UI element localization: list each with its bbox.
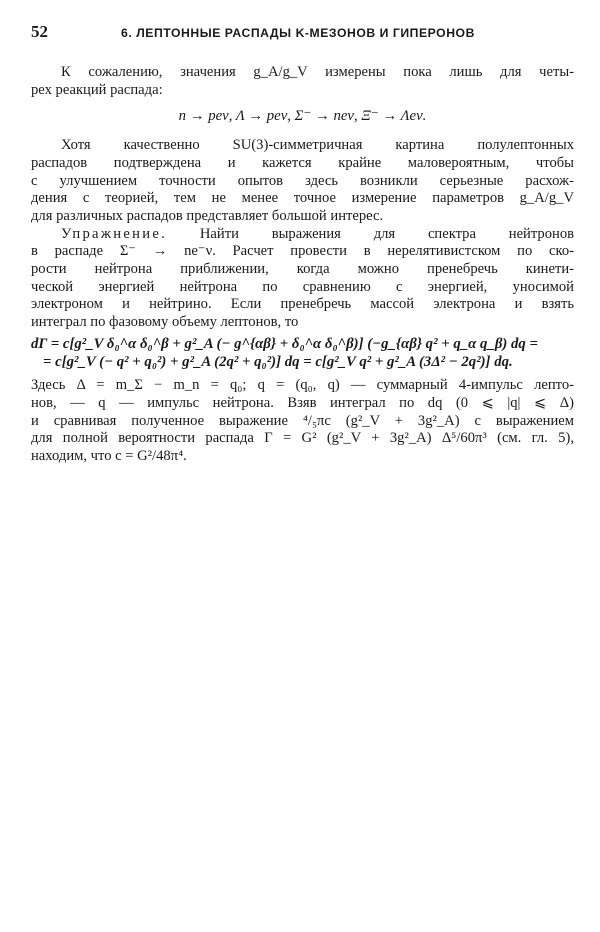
- text-line: и сравнивая полученное выражение ⁴/₅πc (g²_V + 3g²_A) с выражением: [31, 412, 574, 429]
- text-line: для различных распадов представляет большой интерес.: [31, 207, 384, 224]
- text-line: интеграл по фазовому объему лептонов, то: [31, 314, 299, 331]
- running-title: 6. ЛЕПТОННЫЕ РАСПАДЫ K-МЕЗОНОВ И ГИПЕРОНОВ: [121, 26, 475, 40]
- text-line: К сожалению, значения g_A/g_V измерены пока лишь для четы-: [61, 64, 574, 80]
- text-line: находим, что c = G²/48π⁴.: [31, 448, 187, 465]
- page-header: [31, 22, 569, 46]
- text-line: рости нейтрона приближении, когда можно пренебречь кинети-: [31, 261, 574, 278]
- text-line: в распаде Σ⁻ → ne⁻ν. Расчет провести в нерелятивистском по ско-: [31, 243, 574, 260]
- exercise-first-line: [31, 226, 574, 244]
- text-line: Здесь Δ = m_Σ − m_n = q₀; q = (q₀, q) — суммарный 4-импульс лепто-: [31, 377, 574, 394]
- page-body: [31, 64, 574, 466]
- exercise-label: Упражнение.: [61, 225, 168, 242]
- text-line: для полной вероятности распада Γ = G² (g²_V + 3g²_A) Δ⁵/60π³ (см. гл. 5),: [31, 430, 574, 447]
- equation-line-1: dΓ = c[g²_V δ₀^α δ₀^β + g²_A (− g^{αβ} + δ₀^α δ₀^β)] (−g_{αβ} q² + q_α q_β) dq =: [31, 335, 538, 352]
- text-line: рех реакций распада:: [31, 81, 163, 98]
- decay-reactions-formula: n → peν, Λ → peν, Σ⁻ → neν, Ξ⁻ → Λeν.: [178, 108, 427, 125]
- paragraph-su3: [31, 137, 574, 226]
- text-line: с улучшением точности опытов здесь возникли серьезные расхож-: [31, 172, 574, 189]
- text-line: Хотя качественно SU(3)-симметричная картина полулептонных: [61, 137, 574, 154]
- equation-line-2: = c[g²_V (− q² + q₀²) + g²_A (2q² + q₀²)] dq = c[g²_V q² + g²_A (3Δ² − 2q²)] dq.: [43, 353, 513, 370]
- text-line: ческой энергией нейтрона по сравнению с энергией, уносимой: [31, 278, 574, 295]
- exercise-block: [31, 226, 574, 332]
- text-line: нов, — q — импульс нейтрона. Взяв интеграл по dq (0 ⩽ |q| ⩽ Δ): [31, 394, 574, 411]
- text-line: распадов подтверждена и кажется крайне маловероятным, чтобы: [31, 154, 574, 171]
- text-line: электроном и нейтрино. Если пренебречь массой электрона и взять: [31, 296, 574, 313]
- text-line: Найти выражения для спектра нейтронов: [199, 225, 575, 242]
- paragraph-intro: [31, 64, 574, 99]
- text-line: дения с теорией, тем не менее точное измерение параметров g_A/g_V: [31, 190, 574, 207]
- page-number: 52: [31, 22, 48, 41]
- paragraph-result: [31, 377, 574, 466]
- spectrum-equation: [31, 336, 574, 371]
